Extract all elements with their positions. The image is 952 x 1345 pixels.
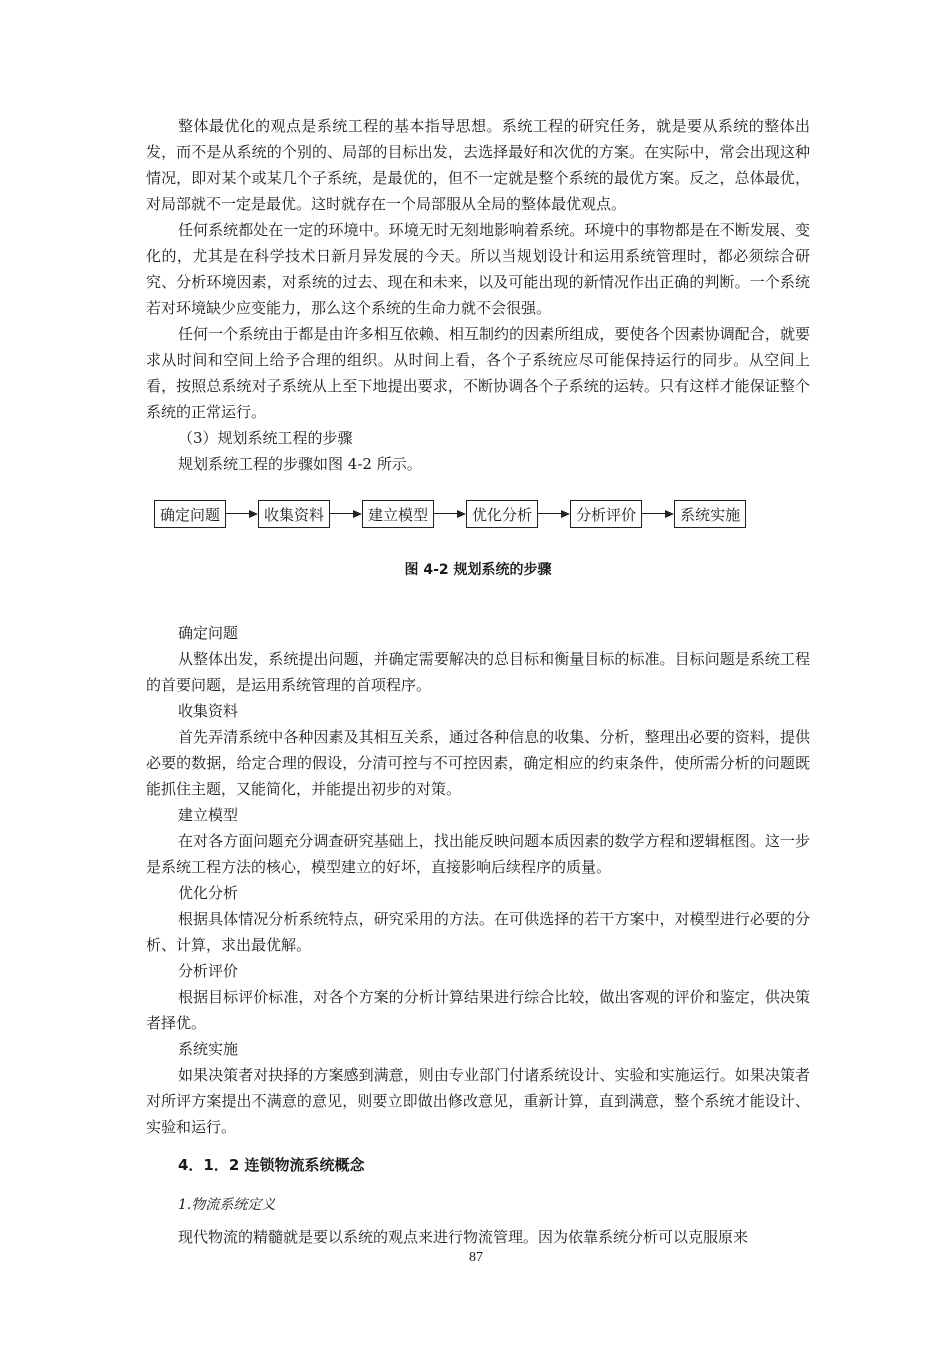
arrow-right-icon	[330, 509, 362, 519]
arrow-right-icon	[538, 509, 570, 519]
flowchart-step: 分析评价	[570, 500, 642, 528]
page-content	[146, 113, 810, 1250]
paragraph: 现代物流的精髓就是要以系统的观点来进行物流管理。因为依靠系统分析可以克服原来	[178, 1228, 749, 1246]
flowchart	[154, 498, 810, 530]
step-body: 根据具体情况分析系统特点，研究采用的方法。在可供选择的若干方案中，对模型进行必要的分析、计算，求出最优解。	[146, 910, 810, 954]
paragraph: 整体最优化的观点是系统工程的基本指导思想。系统工程的研究任务，就是要从系统的整体出发，而不是从系统的个别的、局部的目标出发，去选择最好和次优的方案。在实际中，常会出现这种情况，即对某个或某几个子系统，是最优的，但不一定就是整个系统的最优方案。反之，总体最优，对局部就不一定是最优。这时就存在一个局部服从全局的整体最优观点。	[146, 117, 810, 213]
figure-caption: 图 4-2 规划系统的步骤	[404, 562, 552, 578]
flowchart-step: 优化分析	[466, 500, 538, 528]
paragraph: 任何系统都处在一定的环境中。环境无时无刻地影响着系统。环境中的事物都是在不断发展、变化的，尤其是在科学技术日新月异发展的今天。所以当规划设计和运用系统管理时，都必须综合研究、分析环境因素，对系统的过去、现在和未来，以及可能出现的新情况作出正确的判断。一个系统若对环境缺少应变能力，那么这个系统的生命力就不会很强。	[146, 221, 810, 317]
list-heading: （3）规划系统工程的步骤	[178, 429, 353, 447]
arrow-right-icon	[226, 509, 258, 519]
page-number: 87	[469, 1250, 483, 1265]
step-heading: 确定问题	[178, 624, 239, 642]
step-body: 从整体出发，系统提出问题，并确定需要解决的总目标和衡量目标的标准。目标问题是系统工程的首要问题，是运用系统管理的首项程序。	[146, 650, 810, 694]
step-heading: 建立模型	[178, 806, 239, 824]
flowchart-step: 确定问题	[154, 500, 226, 528]
subsection-heading: 1.物流系统定义	[178, 1197, 276, 1213]
step-heading: 优化分析	[178, 884, 239, 902]
flowchart-step: 建立模型	[362, 500, 434, 528]
step-heading: 收集资料	[178, 702, 239, 720]
step-body: 如果决策者对抉择的方案感到满意，则由专业部门付诸系统设计、实验和实施运行。如果决策者对所评方案提出不满意的意见，则要立即做出修改意见，重新计算，直到满意，整个系统才能设计、实验和运行。	[146, 1066, 810, 1136]
section-heading: 4．1．2 连锁物流系统概念	[178, 1156, 365, 1174]
step-heading: 系统实施	[178, 1040, 239, 1058]
paragraph: 任何一个系统由于都是由许多相互依赖、相互制约的因素所组成，要使各个因素协调配合，就要求从时间和空间上给予合理的组织。从时间上看，各个子系统应尽可能保持运行的同步。从空间上看，按照总系统对子系统从上至下地提出要求，不断协调各个子系统的运转。只有这样才能保证整个系统的正常运行。	[146, 325, 810, 421]
arrow-right-icon	[434, 509, 466, 519]
flowchart-step: 收集资料	[258, 500, 330, 528]
step-heading: 分析评价	[178, 962, 239, 980]
step-body: 根据目标评价标准，对各个方案的分析计算结果进行综合比较，做出客观的评价和鉴定，供决策者择优。	[146, 988, 810, 1032]
paragraph: 规划系统工程的步骤如图 4-2 所示。	[178, 455, 422, 473]
step-body: 首先弄清系统中各种因素及其相互关系，通过各种信息的收集、分析，整理出必要的资料，提供必要的数据，给定合理的假设，分清可控与不可控因素，确定相应的约束条件，使所需分析的问题既能抓住主题，又能简化，并能提出初步的对策。	[146, 728, 810, 798]
step-body: 在对各方面问题充分调查研究基础上，找出能反映问题本质因素的数学方程和逻辑框图。这一步是系统工程方法的核心，模型建立的好坏，直接影响后续程序的质量。	[146, 832, 810, 876]
arrow-right-icon	[642, 509, 674, 519]
flowchart-step: 系统实施	[674, 500, 746, 528]
